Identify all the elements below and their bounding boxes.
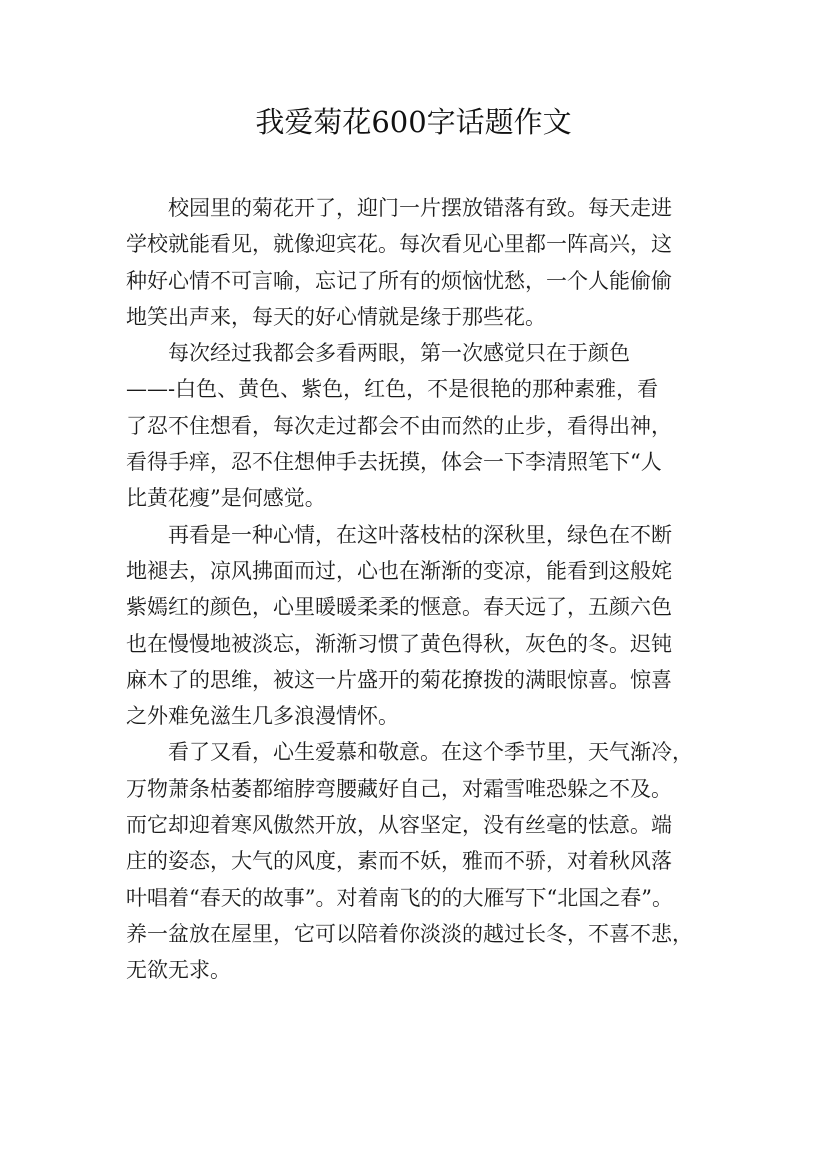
document-title: 我爱菊花600字话题作文 xyxy=(255,105,572,139)
text-line: 万物萧条枯萎都缩脖弯腰藏好自己，对霜雪唯恐躲之不及。 xyxy=(126,776,672,801)
text-line: 叶唱着“春天的故事”。对着南飞的的大雁写下“北国之春”。 xyxy=(126,885,673,910)
text-line: 紫嫣红的颜色，心里暖暖柔柔的惬意。春天远了，五颜六色 xyxy=(126,595,672,620)
text-line: 无欲无求。 xyxy=(126,958,231,983)
text-line: 学校就能看见，就像迎宾花。每次看见心里都一阵高兴，这 xyxy=(126,232,672,257)
text-line: 而它却迎着寒风傲然开放，从容坚定，没有丝毫的怯意。端 xyxy=(126,813,672,838)
text-line: 庄的姿态，大气的风度，素而不妖，雅而不骄，对着秋风落 xyxy=(126,849,672,874)
text-line: 看得手痒，忍不住想伸手去抚摸，体会一下李清照笔下“人 xyxy=(126,450,662,475)
text-line: 看了又看，心生爱慕和敬意。在这个季节里，天气渐冷， xyxy=(126,740,693,765)
text-line: 每次经过我都会多看两眼，第一次感觉只在于颜色 xyxy=(126,341,630,366)
text-line: 种好心情不可言喻，忘记了所有的烦恼忧愁，一个人能偷偷 xyxy=(126,268,672,293)
text-line: 之外难免滋生几多浪漫情怀。 xyxy=(126,704,399,729)
text-line: 麻木了的思维，被这一片盛开的菊花撩拨的满眼惊喜。惊喜 xyxy=(126,667,672,692)
text-line: 校园里的菊花开了，迎门一片摆放错落有致。每天走进 xyxy=(126,196,672,220)
text-line: 养一盆放在屋里，它可以陪着你淡淡的越过长冬，不喜不悲， xyxy=(126,921,693,946)
document-body xyxy=(126,190,726,989)
text-line: 再看是一种心情，在这叶落枝枯的深秋里，绿色在不断 xyxy=(126,522,672,547)
text-line: 地褪去，凉风拂面而过，心也在渐渐的变凉，能看到这般姹 xyxy=(126,558,672,583)
text-line: 比黄花瘦”是何感觉。 xyxy=(126,486,326,511)
text-line: ——-白色、黄色、紫色，红色，不是很艳的那种素雅，看 xyxy=(126,377,659,402)
text-line: 也在慢慢地被淡忘，渐渐习惯了黄色得秋，灰色的冬。迟钝 xyxy=(126,631,672,656)
text-line: 了忍不住想看，每次走过都会不由而然的止步，看得出神， xyxy=(126,413,672,438)
text-line: 地笑出声来，每天的好心情就是缘于那些花。 xyxy=(126,304,546,329)
